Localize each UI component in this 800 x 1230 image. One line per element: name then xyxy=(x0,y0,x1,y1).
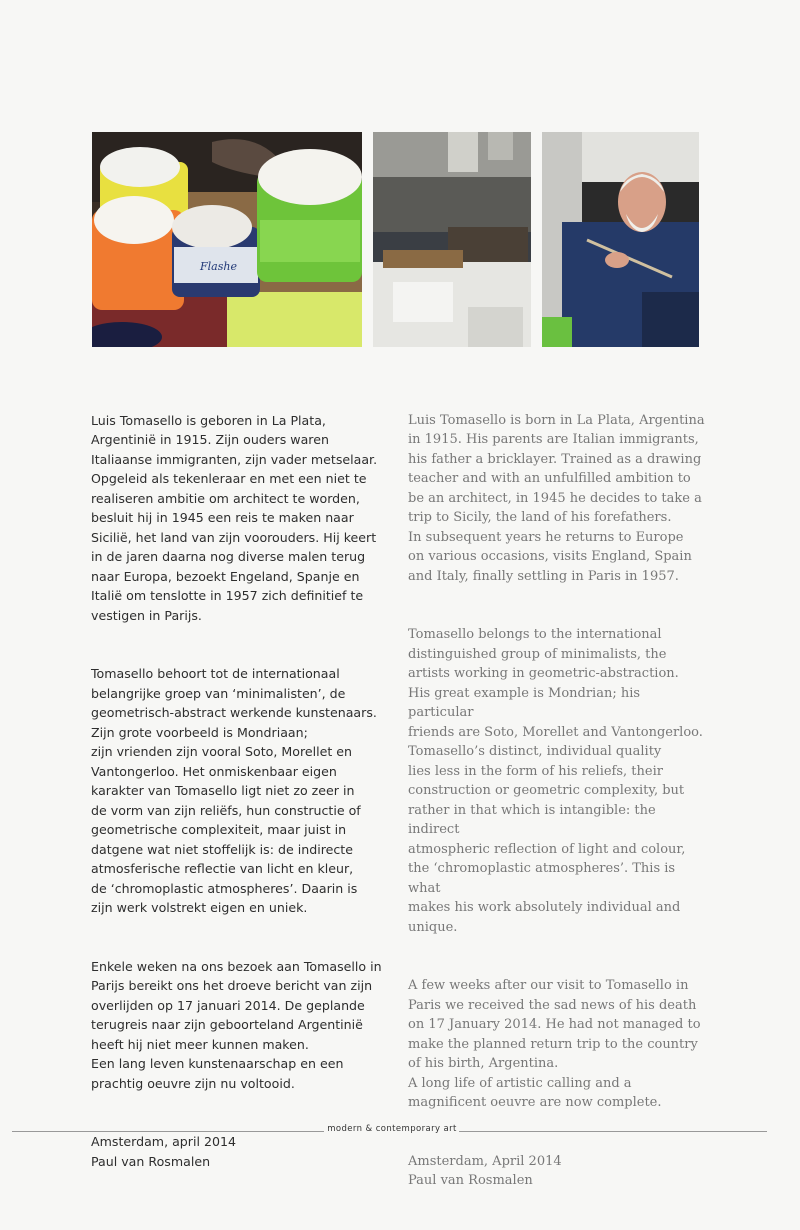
artist-painting-photo xyxy=(542,132,699,347)
english-paragraph-death: A few weeks after our visit to Tomasello in Paris we received the sad news of his death on 17 January 2014. He had not managed to make the planned return trip to the country of his birth, Argentina. A long life of artistic calling and a magnificent oeuvre are now complete. xyxy=(408,978,701,1110)
english-text-column xyxy=(408,391,708,1230)
studio-table-photo xyxy=(373,132,531,347)
dutch-paragraph-minimalists: Tomasello behoort tot de internationaal belangrijke groep van ‘minimalisten’, de geometrisch-abstract werkende kunstenaars. Zijn grote voorbeeld is Mondriaan; zijn vrienden zijn vooral Soto, Morellet en Vantongerloo. Het onmiskenbaar eigen karakter van Tomasello ligt niet zo zeer in de vorm van zijn reliëfs, hun constructie of geometrische complexiteit, maar juist in datgene wat niet stoffelijk is: de indirecte atmosferische reflectie van licht en kleur, de ‘chromoplastic atmospheres’. Daarin is zijn werk volstrekt eigen en uniek. xyxy=(91,666,377,915)
english-signature: Amsterdam, April 2014 Paul van Rosmalen xyxy=(408,1153,562,1188)
dutch-text-column xyxy=(91,391,391,1210)
dutch-paragraph-death: Enkele weken na ons bezoek aan Tomasello in Parijs bereikt ons het droeve bericht van zijn overlijden op 17 januari 2014. De geplande terugreis naar zijn geboorteland Argentinië heeft hij niet meer kunnen maken. Een lang leven kunstenaarschap en een prachtig oeuvre zijn nu voltooid. xyxy=(91,958,382,1091)
dutch-paragraph-birth: Luis Tomasello is geboren in La Plata, Argentinië in 1915. Zijn ouders waren Italiaanse immigranten, zijn vader metselaar. Opgeleid als tekenleraar en met een niet te realiseren ambitie om architect te worden, besluit hij in 1945 een reis te maken naar Sicilië, het land van zijn voorouders. Hij keert in de jaren daarna nog diverse malen terug naar Europa, bezoekt Engeland, Spanje en Italië om tenslotte in 1957 zich definitief te vestigen in Parijs. xyxy=(91,412,378,623)
english-paragraph-birth: Luis Tomasello is born in La Plata, Argentina in 1915. His parents are Italian immigrants, his father a bricklayer. Trained as a drawing teacher and with an unfulfilled ambition to be an architect, in 1945 he decides to take a trip to Sicily, the land of his forefathers. In subsequent years he returns to Europe on various occasions, visits England, Spain and Italy, finally settling in Paris in 1957. xyxy=(408,412,705,584)
paint-jar-label: Flashe xyxy=(200,260,237,273)
footer-label: modern & contemporary art xyxy=(327,1124,457,1134)
english-paragraph-minimalists: Tomasello belongs to the international distinguished group of minimalists, the artists working in geometric-abstraction. His great example is Mondrian; his particular friends are Soto, Morellet and Vantongerloo. Tomasello’s distinct, individual quality lies less in the form of his reliefs, their construction or geometric complexity, but rather in that which is intangible: the indirect atmospheric reflection of light and colour, the ‘chromoplastic atmospheres’. This is what makes his work absolutely individual and unique. xyxy=(408,627,703,935)
footer-rule-right xyxy=(459,1131,767,1132)
footer-rule-left xyxy=(12,1131,324,1132)
paint-jars-photo xyxy=(92,132,362,347)
dutch-signature: Amsterdam, april 2014 Paul van Rosmalen xyxy=(91,1134,237,1169)
